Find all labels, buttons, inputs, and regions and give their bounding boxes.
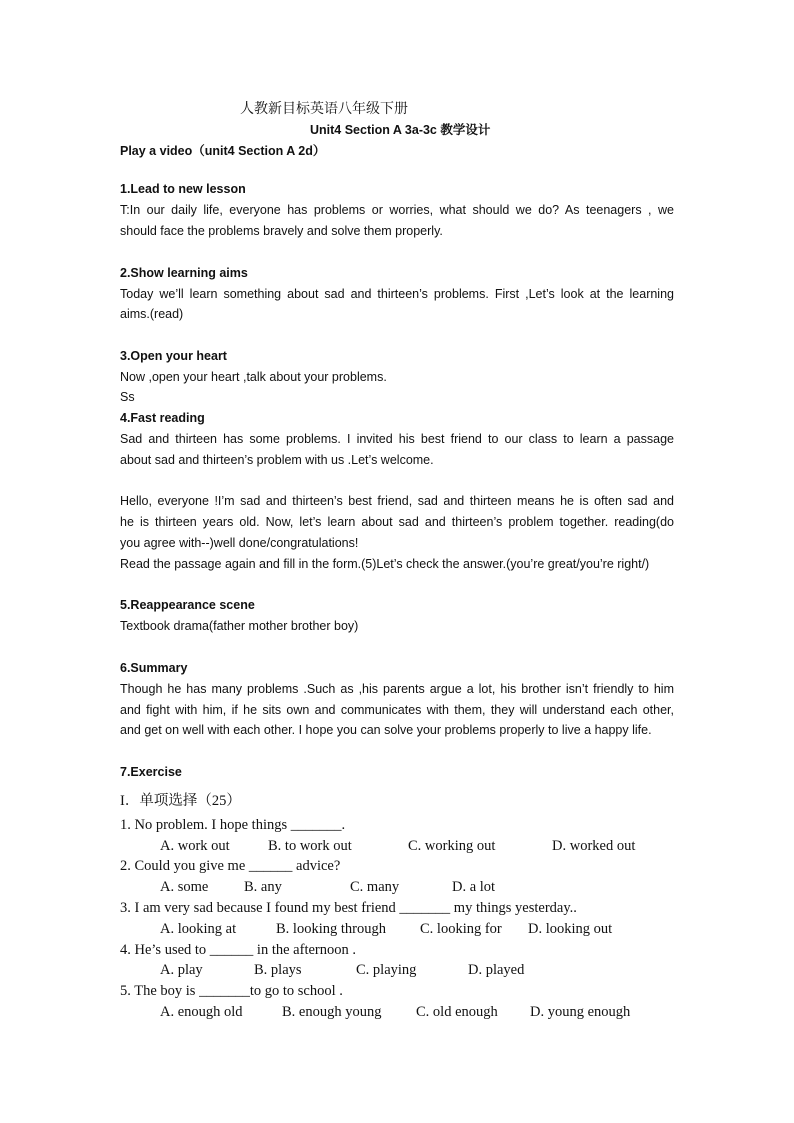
option-d: D. played [468,962,525,978]
section-text: Read the passage again and fill in the form.(5)Let’s check the answer.(you’re great/you’re right/) [120,557,650,571]
option-b: B. enough young [282,1004,382,1020]
section-text: should face the problems bravely and solve them properly. [120,224,443,238]
section-text: Ss [120,390,135,404]
section-heading-aims: 2.Show learning aims [120,266,248,280]
section-heading-heart: 3.Open your heart [120,349,227,363]
option-a: A. some [160,879,209,895]
section-text: he is thirteen years old. Now, let’s learn about sad and thirteen’s problem together. reading(do [120,515,674,529]
option-b: B. to work out [268,838,352,854]
section-text: Today we’ll learn something about sad and thirteen’s problems. First ,Let’s look at the learning [120,287,674,301]
option-c: C. playing [356,962,417,978]
document-title: 人教新目标英语八年级下册 [240,102,408,117]
section-text: Sad and thirteen has some problems. I invited his best friend to our class to learn a passage [120,432,674,446]
option-c: C. many [350,879,400,895]
option-c: C. old enough [416,1004,498,1020]
intro-line: Play a video（unit4 Section A 2d） [120,144,326,158]
option-b: B. any [244,879,282,895]
section-text: Hello, everyone !I’m sad and thirteen’s best friend, sad and thirteen means he is often sad and [120,494,674,508]
option-a: A. enough old [160,1004,243,1020]
option-a: A. work out [160,838,230,854]
section-text: Now ,open your heart ,talk about your problems. [120,370,387,384]
section-heading-reading: 4.Fast reading [120,411,205,425]
section-text: T:In our daily life, everyone has problems or worries, what should we do? As teenagers , we [120,203,674,217]
section-heading-summary: 6.Summary [120,661,188,675]
option-a: A. looking at [160,921,237,937]
section-heading-scene: 5.Reappearance scene [120,598,255,612]
option-d: D. worked out [552,838,636,854]
option-d: D. a lot [452,879,496,895]
exercise-part-title: I．单项选择（25） [120,793,241,809]
question-text: 1. No problem. I hope things _______. [120,817,346,833]
option-c: C. working out [408,838,496,854]
section-heading-exercise: 7.Exercise [120,765,182,779]
question-text: 4. He’s used to ______ in the afternoon . [120,942,356,958]
section-heading-lead: 1.Lead to new lesson [120,182,246,196]
question-text: 5. The boy is _______to go to school . [120,983,343,999]
option-b: B. plays [254,962,302,978]
section-text: aims.(read) [120,307,184,321]
section-text: and get on well with each other. I hope you can solve your problems properly to live a happy life. [120,723,652,737]
section-text: you agree with--)well done/congratulations! [120,536,359,550]
option-a: A. play [160,962,203,978]
option-c: C. looking for [420,921,502,937]
section-text: about sad and thirteen’s problem with us .Let’s welcome. [120,453,434,467]
section-text: and fight with him, if he sits own and communicates with them, they will understand each other, [120,703,674,717]
question-text: 2. Could you give me ______ advice? [120,858,341,874]
option-b: B. looking through [276,921,386,937]
option-d: D. young enough [530,1004,631,1020]
question-text: 3. I am very sad because I found my best friend _______ my things yesterday.. [120,900,577,916]
option-d: D. looking out [528,921,613,937]
document-subtitle: Unit4 Section A 3a-3c 教学设计 [310,123,491,137]
section-text: Though he has many problems .Such as ,his parents argue a lot, his brother isn’t friendly to him [120,682,674,696]
section-text: Textbook drama(father mother brother boy) [120,619,359,633]
